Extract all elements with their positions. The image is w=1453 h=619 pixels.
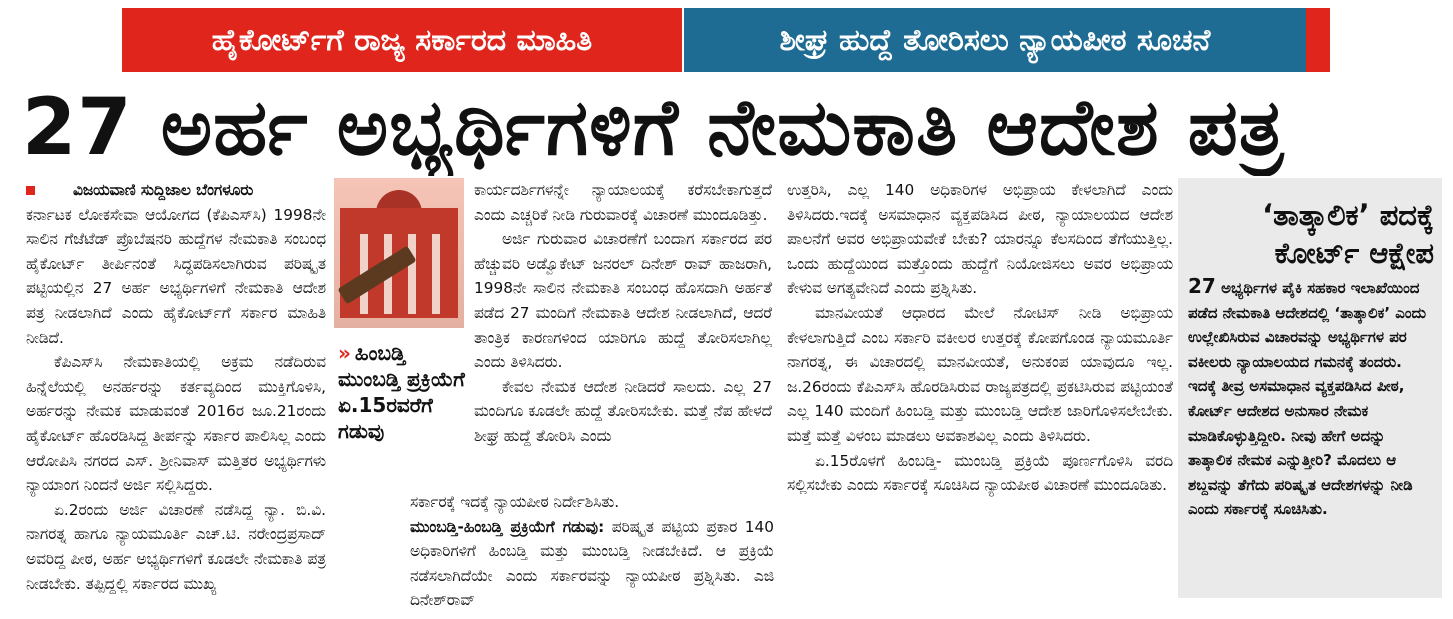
chevron-right-icon: » [338,341,351,365]
byline: ವಿಜಯವಾಣಿ ಸುದ್ದಿಜಾಲ ಬೆಂಗಳೂರು [26,178,326,203]
sidebar-title: ‘ತಾತ್ಕಾಲಿಕ’ ಪದಕ್ಕೆ ಕೋರ್ಟ್ ಆಕ್ಷೇಪ [1262,198,1434,270]
paragraph: ಅರ್ಜಿ ಗುರುವಾರ ವಿಚಾರಣೆಗೆ ಬಂದಾಗ ಸರ್ಕಾರದ ಪರ ಹೆಚ್ಚುವರಿ ಅಡ್ವೊಕೇಟ್ ಜನರಲ್ ದಿನೇಶ್ ರಾವ್ ಹಾಜರಾಗಿ, 1998ನೇ ಸಾಲಿನ ನೇಮಕಾತಿ ಸಂಬಂಧ ಹೊಸದಾಗಿ ಅರ್ಹತೆ ಪಡೆದ 27 ಮಂದಿಗೆ ನೇಮಕಾತಿ ಆದೇಶ ನೀಡಲಾಗಿದೆ, ಆದರೆ ತಾಂತ್ರಿಕ ಕಾರಣಗಳಿಂದ ಯಾರಿಗೂ ಹುದ್ದೆ ತೋರಿಸಲಾಗಿಲ್ಲ ಎಂದು ತಿಳಿಸಿದರು. [474,230,772,372]
paragraph: ಉತ್ತರಿಸಿ, ಎಲ್ಲ 140 ಅಧಿಕಾರಿಗಳ ಅಭಿಪ್ರಾಯ ಕೇಳಲಾಗಿದೆ ಎಂದು ತಿಳಿಸಿದರು.ಇದಕ್ಕೆ ಅಸಮಾಧಾನ ವ್ಯಕ್ತಪಡಿಸಿದ ಪೀಠ, ನ್ಯಾಯಾಲಯದ ಆದೇಶ ಪಾಲನೆಗೆ ಅವರ ಅಭಿಪ್ರಾಯವೇಕೆ ಬೇಕು? ಯಾರನ್ನೂ ಕೆಲಸದಿಂದ ತೆಗೆಯುತ್ತಿಲ್ಲ. ಒಂದು ಹುದ್ದೆಯಿಂದ ಮತ್ತೊಂದು ಹುದ್ದೆಗೆ ನಿಯೋಜಿಸಲು ಅವರ ಅಭಿಪ್ರಾಯ ಕೇಳುವ ಅಗತ್ಯವೇನಿದೆ ಎಂದು ಪ್ರಶ್ನಿಸಿತು. [787,181,1173,298]
pillar-shape [408,234,416,314]
sidebar-box [1178,178,1442,598]
paragraph: ಏ.2ರಂದು ಅರ್ಜಿ ವಿಚಾರಣೆ ನಡೆಸಿದ್ದ ನ್ಯಾ. ಬಿ.ವಿ. ನಾಗರತ್ನ ಹಾಗೂ ನ್ಯಾಯಮೂರ್ತಿ ಎಚ್.ಟಿ. ನರೇಂದ್ರಪ್ರಸಾದ್ ಅವರಿದ್ದ ಪೀಠ, ಅರ್ಹ ಅಭ್ಯರ್ಥಿಗಳಿಗೆ ಕೂಡಲೇ ನೇಮಕಾತಿ ಪತ್ರ ನೀಡಬೇಕು. ತಪ್ಪಿದ್ದಲ್ಲಿ ಸರ್ಕಾರದ ಮುಖ್ಯ [26,500,326,593]
headline: 27 ಅರ್ಹ ಅಭ್ಯರ್ಥಿಗಳಿಗೆ ನೇಮಕಾತಿ ಆದೇಶ ಪತ್ರ [22,83,1285,173]
subhead: ಮುಂಬಡ್ತಿ-ಹಿಂಬಡ್ತಿ ಪ್ರಕ್ರಿಯೆಗೆ ಗಡುವು: [410,517,605,536]
article-column-2 [474,178,772,493]
paragraph: ಸರ್ಕಾರಕ್ಕೆ ಇದಕ್ಕೆ ನ್ಯಾಯಪೀಠ ನಿರ್ದೇಶಿಸಿತು. [410,493,620,511]
kicker-right: ಶೀಘ್ರ ಹುದ್ದೆ ತೋರಿಸಲು ನ್ಯಾಯಪೀಠ ಸೂಚನೆ [684,8,1306,72]
kicker-end-bar [1306,8,1330,72]
kicker-left: ಹೈಕೋರ್ಟ್‌ಗೆ ರಾಜ್ಯ ಸರ್ಕಾರದ ಮಾಹಿತಿ [122,8,682,72]
sidebar-body: 27 ಅಭ್ಯರ್ಥಿಗಳ ಪೈಕಿ ಸಹಕಾರ ಇಲಾಖೆಯಿಂದ ಪಡೆದ ನೇಮಕಾತಿ ಆದೇಶದಲ್ಲಿ ‘ತಾತ್ಕಾಲಿಕ’ ಎಂದು ಉಲ್ಲೇಖಿಸಿರುವ ವಿಚಾರವನ್ನು ಅಭ್ಯರ್ಥಿಗಳ ಪರ ವಕೀಲರು ನ್ಯಾಯಾಲಯದ ಗಮನಕ್ಕೆ ತಂದರು. ಇದಕ್ಕೆ ತೀವ್ರ ಅಸಮಾಧಾನ ವ್ಯಕ್ತಪಡಿಸಿದ ಪೀಠ, ಕೋರ್ಟ್ ಆದೇಶದ ಅನುಸಾರ ನೇಮಕ ಮಾಡಿಕೊಳ್ಳುತ್ತಿದ್ದೀರಿ. ನೀವು ಹೇಗೆ ಅದನ್ನು ತಾತ್ಕಾಲಿಕ ನೇಮಕ ಎನ್ನುತ್ತೀರಿ? ಮೊದಲು ಆ ಶಬ್ದವನ್ನು ತೆಗೆದು ಪರಿಷ್ಕೃತ ಆದೇಶಗಳನ್ನು ನೀಡಿ ಎಂದು ಸರ್ಕಾರಕ್ಕೆ ಸೂಚಿಸಿತು. [1188,274,1426,519]
pillar-shape [432,234,440,314]
paragraph: ಏ.15ರೊಳಗೆ ಹಿಂಬಡ್ತಿ- ಮುಂಬಡ್ತಿ ಪ್ರಕ್ರಿಯೆ ಪೂರ್ಣಗೊಳಿಸಿ ವರದಿ ಸಲ್ಲಿಸಬೇಕು ಎಂದು ಸರ್ಕಾರಕ್ಕೆ ಸೂಚಿಸಿದ ನ್ಯಾಯಪೀಠ ವಿಚಾರಣೆ ಮುಂದೂಡಿತು. [787,451,1173,495]
article-column-3 [787,178,1173,612]
paragraph: ಮಾನವೀಯತೆ ಆಧಾರದ ಮೇಲೆ ನೋಟಿಸ್ ನೀಡಿ ಅಭಿಪ್ರಾಯ ಕೇಳಲಾಗುತ್ತಿದೆ ಎಂಬ ಸರ್ಕಾರಿ ವಕೀಲರ ಉತ್ತರಕ್ಕೆ ಕೋಪಗೊಂಡ ನ್ಯಾಯಮೂರ್ತಿ ನಾಗರತ್ನ, ಈ ವಿಚಾರದಲ್ಲಿ ಮಾನವೀಯತೆ, ಅನುಕಂಪ ಯಾವುದೂ ಇಲ್ಲ. ಜ.26ರಂದು ಕೆಪಿಎಸ್‌ಸಿ ಹೊರಡಿಸಿರುವ ರಾಜ್ಯಪತ್ರದಲ್ಲಿ ಪ್ರಕಟಿಸಿರುವ ಪಟ್ಟಿಯಂತೆ ಎಲ್ಲ 140 ಮಂದಿಗೆ ಹಿಂಬಡ್ತಿ ಮತ್ತು ಮುಂಬಡ್ತಿ ಆದೇಶ ಜಾರಿಗೊಳಿಸಲೇಬೇಕು. ಮತ್ತೆ ಮತ್ತೆ ವಿಳಂಬ ಮಾಡಲು ಅವಕಾಶವಿಲ್ಲ ಎಂದು ತಿಳಿಸಿದರು. [787,303,1173,445]
paragraph: ಕೆಪಿಎಸ್‌ಸಿ ನೇಮಕಾತಿಯಲ್ಲಿ ಅಕ್ರಮ ನಡೆದಿರುವ ಹಿನ್ನೆಲೆಯಲ್ಲಿ ಅನರ್ಹರನ್ನು ಕರ್ತವ್ಯದಿಂದ ಮುಕ್ತಿಗೊಳಿಸಿ, ಅರ್ಹರನ್ನು ನೇಮಕ ಮಾಡುವಂತೆ 2016ರ ಜೂ.21ರಂದು ಹೈಕೋರ್ಟ್ ಹೊರಡಿಸಿದ್ದ ತೀರ್ಪನ್ನು ಸರ್ಕಾರ ಪಾಲಿಸಿಲ್ಲ ಎಂದು ಆರೋಪಿಸಿ ನಗರದ ಎಸ್. ಶ್ರೀನಿವಾಸ್ ಮತ್ತಿತರ ಅಭ್ಯರ್ಥಿಗಳು ನ್ಯಾಯಾಂಗ ನಿಂದನೆ ಅರ್ಜಿ ಸಲ್ಲಿಸಿದ್ದರು. [26,353,326,495]
paragraph: ಕಾರ್ಯದರ್ಶಿಗಳನ್ನೇ ನ್ಯಾಯಾಲಯಕ್ಕೆ ಕರೆಸಬೇಕಾಗುತ್ತದೆ ಎಂದು ಎಚ್ಚರಿಕೆ ನೀಡಿ ಗುರುವಾರಕ್ಕೆ ವಿಚಾರಣೆ ಮುಂದೂಡಿತ್ತು. [474,181,772,224]
paragraph: ಕರ್ನಾಟಕ ಲೋಕಸೇವಾ ಆಯೋಗದ (ಕೆಪಿಎಸ್‌ಸಿ) 1998ನೇ ಸಾಲಿನ ಗೆಜೆಟೆಡ್ ಪ್ರೊಬೆಷನರಿ ಹುದ್ದೆಗಳ ನೇಮಕಾತಿ ಸಂಬಂಧ ಹೈಕೋರ್ಟ್ ತೀರ್ಪಿನಂತೆ ಸಿದ್ಧಪಡಿಸಲಾಗಿರುವ ಪರಿಷ್ಕೃತ ಪಟ್ಟಿಯಲ್ಲಿನ 27 ಅರ್ಹ ಅಭ್ಯರ್ಥಿಗಳಿಗೆ ನೇಮಕಾತಿ ಆದೇಶ ಪತ್ರ ನೀಡಲಾಗಿದೆ ಎಂದು ಹೈಕೋರ್ಟ್‌ಗೆ ಸರ್ಕಾರ ಮಾಹಿತಿ ನೀಡಿದೆ. [26,205,326,347]
bullet-square-icon [26,186,35,195]
paragraph: ಮುಂಬಡ್ತಿ-ಹಿಂಬಡ್ತಿ ಪ್ರಕ್ರಿಯೆಗೆ ಗಡುವು: ಪರಿಷ್ಕೃತ ಪಟ್ಟಿಯ ಪ್ರಕಾರ 140 ಅಧಿಕಾರಿಗಳಿಗೆ ಹಿಂಬಡ್ತಿ ಮತ್ತು ಮುಂಬಡ್ತಿ ನೀಡಬೇಕಿದೆ. ಆ ಪ್ರಕ್ರಿಯೆ ನಡೆಸಲಾಗಿದೆಯೇ ಎಂದು ಸರ್ಕಾರವನ್ನು ನ್ಯಾಯಪೀಠ ಪ್ರಶ್ನಿಸಿತು. ಎಜಿ ದಿನೇಶ್‌ರಾವ್ [410,517,774,610]
article-column-2-bottom [410,490,774,614]
high-court-photo [334,178,464,328]
article-column-1 [26,178,326,612]
paragraph: ಕೇವಲ ನೇಮಕ ಆದೇಶ ನೀಡಿದರೆ ಸಾಲದು. ಎಲ್ಲ 27 ಮಂದಿಗೂ ಕೂಡಲೇ ಹುದ್ದೆ ತೋರಿಸಬೇಕು. ಮತ್ತೆ ನೆಪ ಹೇಳದೆ ಶೀಘ್ರ ಹುದ್ದೆ ತೋರಿಸಿ ಎಂದು [474,377,772,445]
pull-quote: » ಹಿಂಬಡ್ತಿ ಮುಂಬಡ್ತಿ ಪ್ರಕ್ರಿಯೆಗೆ ಏ.15ರವರೆಗೆ ಗಡುವು [338,341,465,443]
